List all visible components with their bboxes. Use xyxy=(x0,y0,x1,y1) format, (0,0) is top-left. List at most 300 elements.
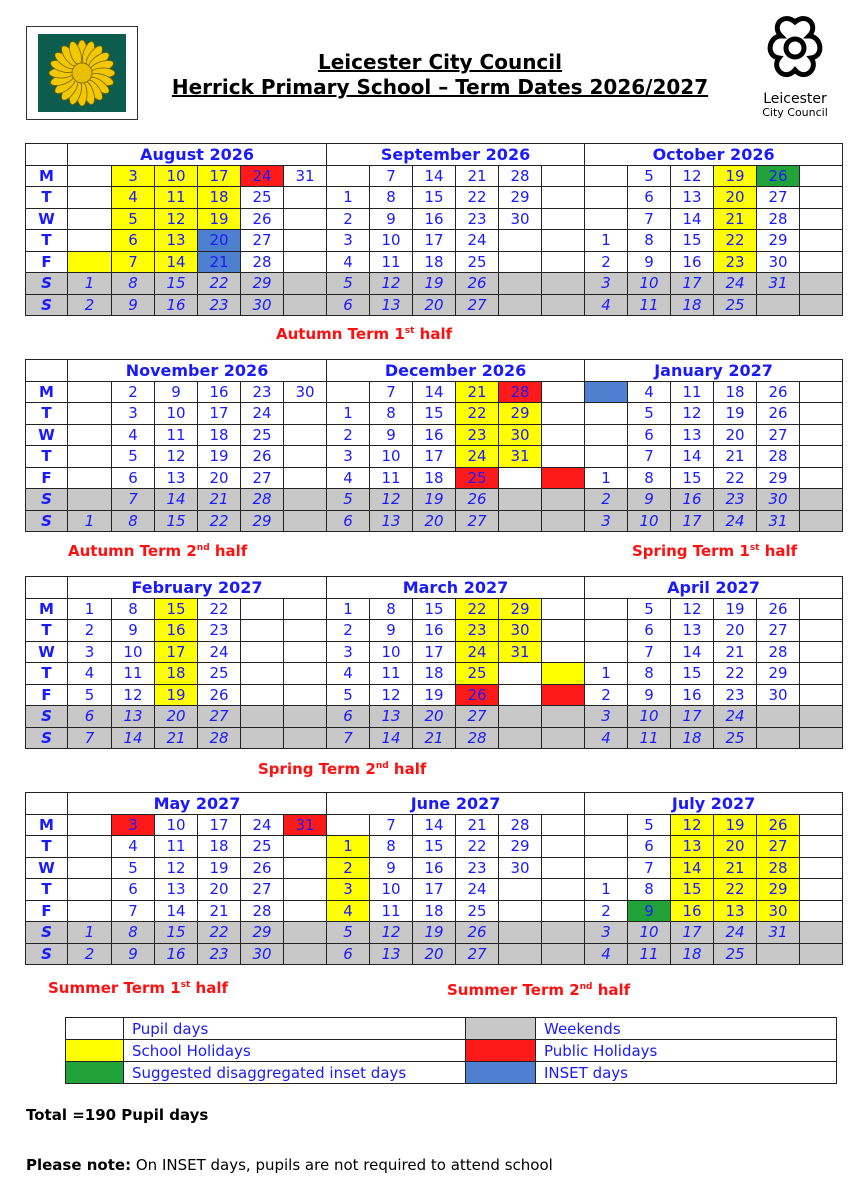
date-cell xyxy=(68,857,112,879)
legend-swatch-holiday xyxy=(66,1040,124,1062)
date-cell xyxy=(800,403,843,425)
date-cell: 21 xyxy=(155,727,198,749)
corner-cell xyxy=(26,144,68,166)
date-cell: 9 xyxy=(370,857,413,879)
date-cell: 4 xyxy=(327,900,370,922)
month-header: July 2027 xyxy=(585,793,843,815)
date-cell: 31 xyxy=(757,510,800,532)
date-cell: 27 xyxy=(456,706,499,728)
date-cell: 14 xyxy=(370,727,413,749)
date-cell xyxy=(542,727,585,749)
date-cell: 11 xyxy=(628,727,671,749)
date-cell: 3 xyxy=(112,814,155,836)
page-subtitle: Herrick Primary School – Term Dates 2026/2027 xyxy=(171,75,709,99)
corner-cell xyxy=(26,577,68,599)
date-cell: 31 xyxy=(757,922,800,944)
date-cell: 29 xyxy=(757,467,800,489)
date-cell: 19 xyxy=(413,922,456,944)
date-cell: 2 xyxy=(68,620,112,642)
date-cell xyxy=(800,879,843,901)
day-label: T xyxy=(26,836,68,858)
date-cell: 4 xyxy=(327,467,370,489)
date-cell: 6 xyxy=(327,943,370,965)
date-cell: 15 xyxy=(413,187,456,209)
date-cell: 7 xyxy=(112,251,155,273)
date-cell: 31 xyxy=(757,273,800,295)
date-cell: 18 xyxy=(198,424,241,446)
date-cell xyxy=(499,879,542,901)
date-cell: 20 xyxy=(714,620,757,642)
date-cell: 10 xyxy=(155,403,198,425)
date-cell: 20 xyxy=(714,424,757,446)
date-cell: 12 xyxy=(155,208,198,230)
date-cell: 19 xyxy=(155,684,198,706)
date-cell: 9 xyxy=(112,294,155,316)
date-cell: 5 xyxy=(628,814,671,836)
date-cell xyxy=(800,230,843,252)
date-cell: 18 xyxy=(155,663,198,685)
date-cell: 26 xyxy=(198,684,241,706)
date-cell: 16 xyxy=(155,620,198,642)
date-cell: 11 xyxy=(370,663,413,685)
date-cell: 14 xyxy=(413,381,456,403)
date-cell: 28 xyxy=(757,446,800,468)
date-cell: 24 xyxy=(714,510,757,532)
footnote-label: Please note: xyxy=(26,1156,132,1174)
date-cell: 17 xyxy=(413,230,456,252)
date-cell: 6 xyxy=(112,230,155,252)
date-cell: 2 xyxy=(327,857,370,879)
date-cell xyxy=(68,403,112,425)
date-cell: 16 xyxy=(155,294,198,316)
date-cell: 18 xyxy=(198,187,241,209)
date-cell: 19 xyxy=(198,208,241,230)
month-header: February 2027 xyxy=(68,577,327,599)
date-cell: 11 xyxy=(671,381,714,403)
date-cell: 15 xyxy=(155,922,198,944)
date-cell xyxy=(284,922,327,944)
date-cell: 23 xyxy=(456,424,499,446)
page-title-block xyxy=(140,50,740,100)
date-cell: 11 xyxy=(155,187,198,209)
date-cell xyxy=(542,641,585,663)
date-cell: 12 xyxy=(370,489,413,511)
date-cell: 10 xyxy=(628,706,671,728)
date-cell: 23 xyxy=(714,684,757,706)
date-cell: 20 xyxy=(413,943,456,965)
date-cell: 12 xyxy=(671,403,714,425)
date-cell: 25 xyxy=(714,294,757,316)
date-cell xyxy=(284,187,327,209)
date-cell xyxy=(542,381,585,403)
date-cell: 5 xyxy=(628,598,671,620)
day-label: T xyxy=(26,187,68,209)
date-cell: 18 xyxy=(413,467,456,489)
date-cell: 8 xyxy=(628,663,671,685)
date-cell xyxy=(499,467,542,489)
date-cell: 22 xyxy=(198,510,241,532)
date-cell xyxy=(800,467,843,489)
date-cell: 14 xyxy=(671,857,714,879)
date-cell: 27 xyxy=(757,424,800,446)
date-cell xyxy=(241,706,284,728)
date-cell: 16 xyxy=(671,251,714,273)
date-cell xyxy=(284,251,327,273)
date-cell: 30 xyxy=(757,251,800,273)
date-cell xyxy=(542,489,585,511)
date-cell: 1 xyxy=(68,598,112,620)
council-logo-subname: City Council xyxy=(762,106,828,119)
date-cell: 21 xyxy=(714,208,757,230)
date-cell: 22 xyxy=(198,922,241,944)
date-cell xyxy=(585,381,628,403)
date-cell xyxy=(68,230,112,252)
date-cell: 11 xyxy=(628,294,671,316)
date-cell xyxy=(241,684,284,706)
date-cell xyxy=(542,187,585,209)
date-cell: 18 xyxy=(671,943,714,965)
date-cell xyxy=(284,489,327,511)
date-cell: 19 xyxy=(714,165,757,187)
date-cell: 26 xyxy=(456,273,499,295)
date-cell: 13 xyxy=(671,836,714,858)
date-cell xyxy=(284,446,327,468)
date-cell xyxy=(68,836,112,858)
date-cell: 7 xyxy=(628,857,671,879)
day-label: W xyxy=(26,424,68,446)
date-cell: 21 xyxy=(456,381,499,403)
date-cell: 25 xyxy=(241,836,284,858)
legend-label-holiday: School Holidays xyxy=(124,1040,466,1062)
date-cell: 20 xyxy=(198,230,241,252)
day-label: F xyxy=(26,251,68,273)
date-cell: 2 xyxy=(68,943,112,965)
date-cell xyxy=(800,922,843,944)
date-cell: 23 xyxy=(241,381,284,403)
date-cell: 30 xyxy=(499,620,542,642)
date-cell: 12 xyxy=(155,446,198,468)
date-cell xyxy=(800,641,843,663)
date-cell: 10 xyxy=(370,446,413,468)
date-cell xyxy=(542,467,585,489)
date-cell: 21 xyxy=(198,489,241,511)
date-cell: 6 xyxy=(327,510,370,532)
date-cell: 10 xyxy=(370,879,413,901)
date-cell: 27 xyxy=(757,620,800,642)
date-cell: 2 xyxy=(585,489,628,511)
date-cell: 20 xyxy=(714,187,757,209)
date-cell: 13 xyxy=(714,900,757,922)
date-cell: 14 xyxy=(112,727,155,749)
date-cell: 22 xyxy=(456,836,499,858)
day-label: W xyxy=(26,641,68,663)
date-cell: 24 xyxy=(714,706,757,728)
date-cell: 18 xyxy=(714,381,757,403)
date-cell xyxy=(68,879,112,901)
legend-label-public: Public Holidays xyxy=(536,1040,837,1062)
date-cell: 1 xyxy=(327,187,370,209)
date-cell: 7 xyxy=(628,641,671,663)
date-cell: 28 xyxy=(757,208,800,230)
date-cell: 12 xyxy=(370,273,413,295)
date-cell: 3 xyxy=(327,230,370,252)
date-cell: 6 xyxy=(628,187,671,209)
day-label: S xyxy=(26,922,68,944)
date-cell: 25 xyxy=(456,663,499,685)
date-cell xyxy=(800,381,843,403)
date-cell xyxy=(542,922,585,944)
legend-swatch-inset xyxy=(466,1062,536,1084)
date-cell xyxy=(68,424,112,446)
date-cell: 14 xyxy=(413,165,456,187)
date-cell: 5 xyxy=(327,684,370,706)
date-cell xyxy=(284,273,327,295)
date-cell: 19 xyxy=(714,403,757,425)
footnote xyxy=(26,1156,553,1174)
date-cell: 17 xyxy=(198,165,241,187)
date-cell: 21 xyxy=(198,900,241,922)
date-cell: 8 xyxy=(370,598,413,620)
date-cell: 24 xyxy=(714,922,757,944)
date-cell xyxy=(284,208,327,230)
date-cell: 23 xyxy=(714,489,757,511)
date-cell xyxy=(800,165,843,187)
date-cell: 26 xyxy=(757,598,800,620)
date-cell: 19 xyxy=(198,857,241,879)
date-cell xyxy=(542,663,585,685)
date-cell: 8 xyxy=(112,273,155,295)
date-cell: 23 xyxy=(198,620,241,642)
month-header: August 2026 xyxy=(68,144,327,166)
date-cell xyxy=(800,900,843,922)
date-cell xyxy=(542,879,585,901)
date-cell: 20 xyxy=(155,706,198,728)
date-cell xyxy=(499,943,542,965)
date-cell xyxy=(542,230,585,252)
date-cell xyxy=(284,684,327,706)
date-cell xyxy=(284,857,327,879)
date-cell: 25 xyxy=(714,727,757,749)
date-cell xyxy=(800,727,843,749)
date-cell: 1 xyxy=(585,879,628,901)
date-cell: 27 xyxy=(456,294,499,316)
date-cell xyxy=(585,641,628,663)
date-cell: 1 xyxy=(327,598,370,620)
date-cell: 15 xyxy=(413,598,456,620)
date-cell xyxy=(284,727,327,749)
date-cell: 15 xyxy=(671,230,714,252)
legend-swatch-public xyxy=(466,1040,536,1062)
date-cell xyxy=(542,273,585,295)
date-cell xyxy=(499,900,542,922)
date-cell xyxy=(542,208,585,230)
date-cell: 15 xyxy=(155,510,198,532)
date-cell: 30 xyxy=(499,857,542,879)
date-cell xyxy=(68,900,112,922)
date-cell: 3 xyxy=(112,403,155,425)
date-cell: 6 xyxy=(112,467,155,489)
date-cell: 9 xyxy=(112,943,155,965)
date-cell: 10 xyxy=(155,814,198,836)
date-cell: 9 xyxy=(370,208,413,230)
date-cell: 8 xyxy=(628,230,671,252)
date-cell xyxy=(585,187,628,209)
date-cell xyxy=(284,467,327,489)
date-cell: 10 xyxy=(628,922,671,944)
date-cell: 17 xyxy=(671,273,714,295)
date-cell: 28 xyxy=(241,251,284,273)
date-cell xyxy=(542,424,585,446)
date-cell: 29 xyxy=(499,187,542,209)
date-cell: 16 xyxy=(413,424,456,446)
date-cell: 13 xyxy=(155,230,198,252)
date-cell: 15 xyxy=(671,467,714,489)
date-cell: 28 xyxy=(241,489,284,511)
date-cell: 22 xyxy=(198,273,241,295)
date-cell: 20 xyxy=(714,836,757,858)
date-cell: 22 xyxy=(714,230,757,252)
day-label: F xyxy=(26,467,68,489)
date-cell: 10 xyxy=(628,273,671,295)
date-cell: 30 xyxy=(284,381,327,403)
date-cell: 2 xyxy=(327,208,370,230)
date-cell: 1 xyxy=(327,403,370,425)
date-cell xyxy=(284,943,327,965)
date-cell: 10 xyxy=(370,641,413,663)
date-cell: 31 xyxy=(499,641,542,663)
date-cell xyxy=(499,706,542,728)
day-label: M xyxy=(26,165,68,187)
date-cell: 17 xyxy=(198,403,241,425)
date-cell: 8 xyxy=(112,598,155,620)
date-cell: 20 xyxy=(198,467,241,489)
date-cell: 23 xyxy=(456,208,499,230)
date-cell: 12 xyxy=(671,814,714,836)
date-cell: 19 xyxy=(714,814,757,836)
date-cell: 8 xyxy=(112,922,155,944)
date-cell: 1 xyxy=(585,467,628,489)
date-cell: 29 xyxy=(499,836,542,858)
school-logo xyxy=(26,26,138,120)
date-cell: 1 xyxy=(68,510,112,532)
date-cell: 14 xyxy=(155,900,198,922)
date-cell: 16 xyxy=(413,208,456,230)
date-cell: 30 xyxy=(499,208,542,230)
date-cell xyxy=(499,727,542,749)
date-cell: 22 xyxy=(714,879,757,901)
date-cell: 9 xyxy=(155,381,198,403)
date-cell: 30 xyxy=(241,943,284,965)
date-cell: 29 xyxy=(757,879,800,901)
date-cell: 13 xyxy=(155,467,198,489)
date-cell xyxy=(68,208,112,230)
rose-icon xyxy=(753,10,837,88)
date-cell: 16 xyxy=(671,684,714,706)
legend-swatch-weekend xyxy=(466,1018,536,1040)
date-cell: 7 xyxy=(370,814,413,836)
date-cell xyxy=(542,943,585,965)
date-cell xyxy=(499,251,542,273)
date-cell: 13 xyxy=(671,620,714,642)
date-cell: 3 xyxy=(585,706,628,728)
date-cell: 28 xyxy=(241,900,284,922)
date-cell xyxy=(68,489,112,511)
date-cell: 4 xyxy=(327,251,370,273)
date-cell: 10 xyxy=(155,165,198,187)
date-cell: 27 xyxy=(456,510,499,532)
calendar-block-4 xyxy=(25,792,837,965)
date-cell: 17 xyxy=(671,510,714,532)
date-cell xyxy=(68,467,112,489)
day-label: W xyxy=(26,857,68,879)
calendar-block-3 xyxy=(25,576,837,749)
date-cell xyxy=(241,663,284,685)
date-cell xyxy=(542,814,585,836)
date-cell: 1 xyxy=(585,663,628,685)
date-cell: 30 xyxy=(757,489,800,511)
date-cell: 15 xyxy=(155,273,198,295)
calendar-block-1 xyxy=(25,143,837,316)
date-cell: 19 xyxy=(198,446,241,468)
date-cell: 1 xyxy=(68,922,112,944)
date-cell: 25 xyxy=(241,187,284,209)
date-cell: 16 xyxy=(198,381,241,403)
legend-swatch-suggested xyxy=(66,1062,124,1084)
date-cell: 26 xyxy=(757,165,800,187)
day-label: T xyxy=(26,879,68,901)
date-cell: 26 xyxy=(757,403,800,425)
date-cell xyxy=(499,684,542,706)
date-cell: 7 xyxy=(628,446,671,468)
date-cell: 14 xyxy=(671,446,714,468)
date-cell xyxy=(499,510,542,532)
date-cell: 23 xyxy=(456,857,499,879)
date-cell: 29 xyxy=(241,510,284,532)
date-cell xyxy=(800,814,843,836)
date-cell: 29 xyxy=(241,273,284,295)
date-cell: 14 xyxy=(413,814,456,836)
date-cell xyxy=(327,814,370,836)
date-cell: 21 xyxy=(456,814,499,836)
date-cell: 4 xyxy=(112,836,155,858)
date-cell xyxy=(499,273,542,295)
date-cell xyxy=(800,857,843,879)
legend-label-pupil: Pupil days xyxy=(124,1018,466,1040)
date-cell xyxy=(542,598,585,620)
month-header: March 2027 xyxy=(327,577,585,599)
date-cell: 21 xyxy=(198,251,241,273)
date-cell: 24 xyxy=(198,641,241,663)
date-cell: 8 xyxy=(628,879,671,901)
date-cell xyxy=(68,381,112,403)
date-cell xyxy=(542,294,585,316)
date-cell: 5 xyxy=(327,273,370,295)
date-cell: 27 xyxy=(241,467,284,489)
date-cell: 28 xyxy=(499,165,542,187)
date-cell xyxy=(542,857,585,879)
date-cell: 4 xyxy=(112,424,155,446)
date-cell: 14 xyxy=(671,208,714,230)
date-cell: 29 xyxy=(757,230,800,252)
date-cell xyxy=(542,706,585,728)
date-cell: 22 xyxy=(714,467,757,489)
date-cell xyxy=(800,208,843,230)
date-cell: 6 xyxy=(327,706,370,728)
date-cell: 16 xyxy=(671,900,714,922)
date-cell: 2 xyxy=(585,684,628,706)
date-cell xyxy=(757,727,800,749)
date-cell: 1 xyxy=(327,836,370,858)
